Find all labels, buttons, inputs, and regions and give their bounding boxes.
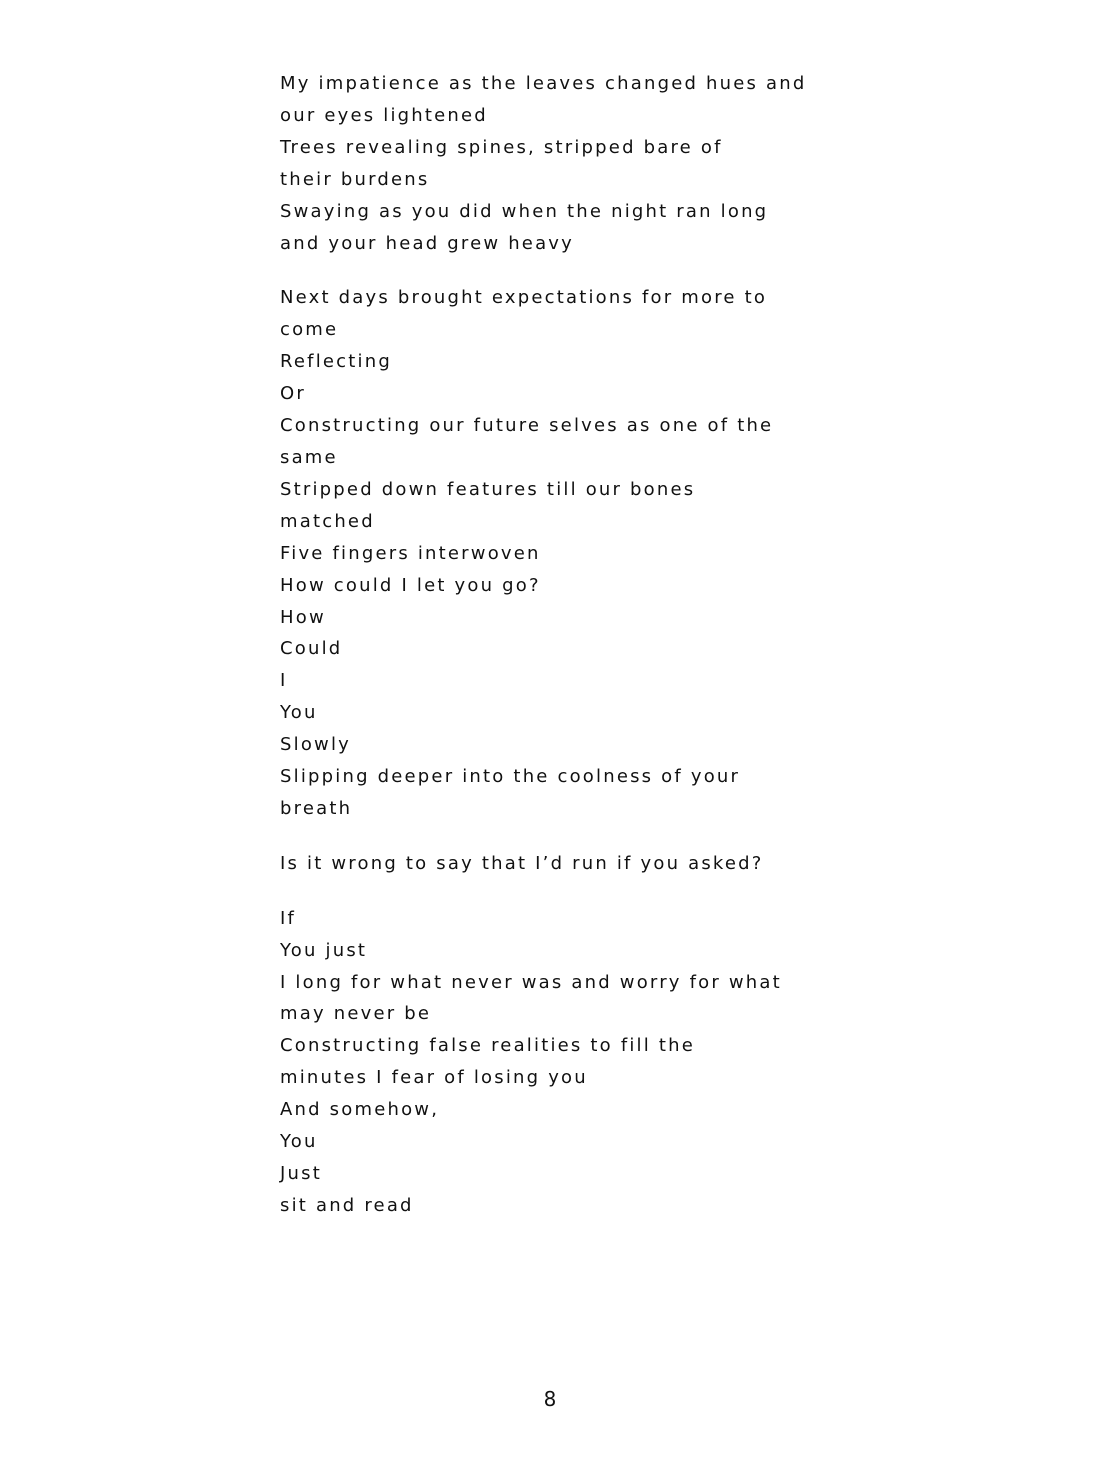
poem-line: Reflecting	[280, 351, 392, 373]
poem-line: come	[280, 319, 339, 341]
poem-line: I	[280, 670, 288, 692]
poem-line: Could	[280, 638, 343, 660]
poem-line: and your head grew heavy	[280, 232, 575, 254]
poem-line: Is it wrong to say that I’d run if you asked?	[280, 852, 764, 874]
poem-line: may never be	[280, 1003, 432, 1025]
poem-line: Slowly	[280, 734, 352, 756]
poem-line: Swaying as you did when the night ran long	[280, 200, 769, 222]
poem-line: breath	[280, 797, 353, 819]
poem-line: sit and read	[280, 1194, 414, 1216]
poem-line: If	[280, 907, 297, 929]
poem-line: Five fingers interwoven	[280, 542, 541, 564]
poem-line: How could I let you go?	[280, 574, 541, 596]
stanza-1	[280, 68, 880, 259]
poem-line: Just	[280, 1163, 322, 1184]
poem-line: their burdens	[280, 168, 430, 190]
stanza-3	[280, 848, 880, 880]
poem-line: You	[280, 1131, 318, 1153]
poem-line: You	[280, 702, 318, 724]
poem-line: Or	[280, 383, 306, 405]
stanza-4	[280, 903, 880, 1222]
poem-line: How	[280, 606, 326, 628]
poem-line: Next days brought expectations for more to	[280, 287, 768, 309]
page-number: 8	[543, 1387, 557, 1411]
poem-line: Constructing false realities to fill the	[280, 1035, 696, 1057]
poem-line: And somehow,	[280, 1099, 440, 1121]
poem-line: Trees revealing spines, stripped bare of	[280, 136, 723, 158]
poem-line: My impatience as the leaves changed hues and	[280, 73, 807, 94]
poem-line: Slipping deeper into the coolness of your	[280, 766, 741, 788]
poem-line: same	[280, 446, 338, 468]
poem-line: You just	[280, 939, 368, 961]
poem-body	[280, 68, 880, 1245]
poem-line: our eyes lightened	[280, 104, 488, 126]
stanza-2	[280, 282, 880, 824]
poem-line: minutes I fear of losing you	[280, 1067, 588, 1089]
poem-line: I long for what never was and worry for what	[280, 971, 782, 993]
poem-line: matched	[280, 510, 375, 532]
poem-line: Stripped down features till our bones	[280, 478, 696, 500]
poem-line: Constructing our future selves as one of the	[280, 415, 774, 437]
